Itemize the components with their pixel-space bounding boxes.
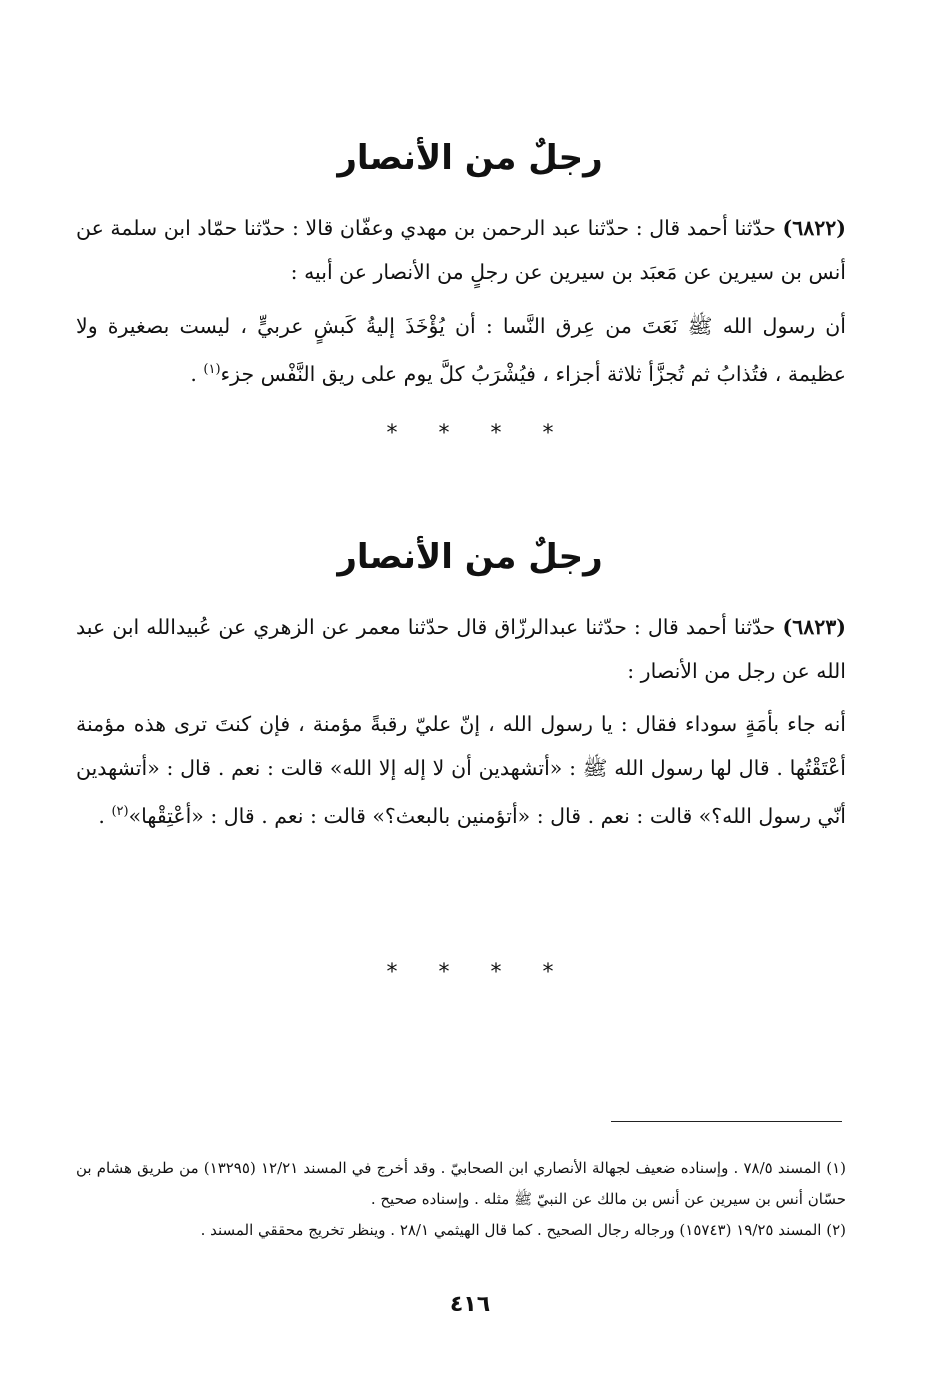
matn-text: أنه جاء بأمَةٍ سوداء فقال : يا رسول الله ، إنّ عليّ رقبةً مؤمنة ، فإن كنتَ ترى هذه مؤمنة أعْتَقْتُها . قال لها رسول الله ﷺ : «أتشهدين أن لا إله إلا الله» قالت : نعم . قال : «أتشهدين أنّي رسول الله؟» قالت : نعم . قال : «أتؤمنين بالبعث؟» قالت : نعم . قال : «أعْتِقْها»: [76, 712, 846, 828]
separator-star: *: [490, 421, 502, 446]
separator-star: *: [542, 960, 554, 985]
separator-star: *: [438, 960, 450, 985]
isnad-text: حدّثنا أحمد قال : حدّثنا عبدالرزّاق قال حدّثنا معمر عن الزهري عن عُبيدالله ابن عبد الله عن رجل من الأنصار :: [76, 615, 846, 683]
footnote-1: (١) المسند ٧٨/٥ . وإسناده ضعيف لجهالة الأنصاري ابن الصحابيّ . وقد أخرج في المسند ١٢/٢١ (١٣٢٩٥) من طريق هشام بن حسّان أنس بن سيرين عن أنس بن مالك عن النبيّ ﷺ مثله . وإسناده صحيح .: [76, 1159, 846, 1208]
separator-star: *: [490, 960, 502, 985]
matn-end: .: [190, 361, 204, 386]
section-1-isnad: [76, 206, 846, 294]
footnote-ref-1[interactable]: (١): [203, 362, 221, 377]
section-2-matn: [76, 702, 846, 838]
matn-text: أن رسول الله ﷺ نَعَتَ من عِرق النَّسا : أن يُؤْخَذَ إليةُ كَبشٍ عربيٍّ ، ليست بصغيرة ولا عظيمة ، فتُذابُ ثم تُجزَّأ ثلاثة أجزاء ، فيُشْرَبُ كلَّ يوم على ريق النَّفْس جزء: [76, 314, 846, 386]
section-separator-1: [0, 422, 940, 446]
hadith-number-6823: (٦٨٢٣): [782, 615, 846, 639]
page-number: ٤١٦: [449, 1292, 491, 1317]
footnote-divider: [611, 1121, 842, 1122]
footnote-ref-2[interactable]: (٢): [111, 804, 129, 819]
hadith-number-6822: (٦٨٢٢): [782, 216, 846, 240]
section-2-isnad: [76, 605, 846, 693]
separator-star: *: [542, 421, 554, 446]
section-1-title: رجلٌ من الأنصار: [337, 138, 603, 178]
separator-star: *: [386, 960, 398, 985]
isnad-text: حدّثنا أحمد قال : حدّثنا عبد الرحمن بن مهدي وعفّان قالا : حدّثنا حمّاد ابن سلمة عن أنس بن سيرين عن مَعبَد بن سيرين عن رجلٍ من الأنصار عن أبيه :: [76, 216, 846, 284]
matn-end: .: [98, 803, 112, 828]
footnote-2: (٢) المسند ١٩/٢٥ (١٥٧٤٣) ورجاله رجال الصحيح . كما قال الهيثمي ٢٨/١ . وينظر تخريج محققي المسند .: [200, 1221, 846, 1239]
footnotes: [76, 1153, 846, 1246]
section-1-matn: [76, 304, 846, 396]
separator-star: *: [386, 421, 398, 446]
separator-star: *: [438, 421, 450, 446]
section-2-title: رجلٌ من الأنصار: [337, 537, 603, 577]
section-separator-2: [0, 961, 940, 985]
